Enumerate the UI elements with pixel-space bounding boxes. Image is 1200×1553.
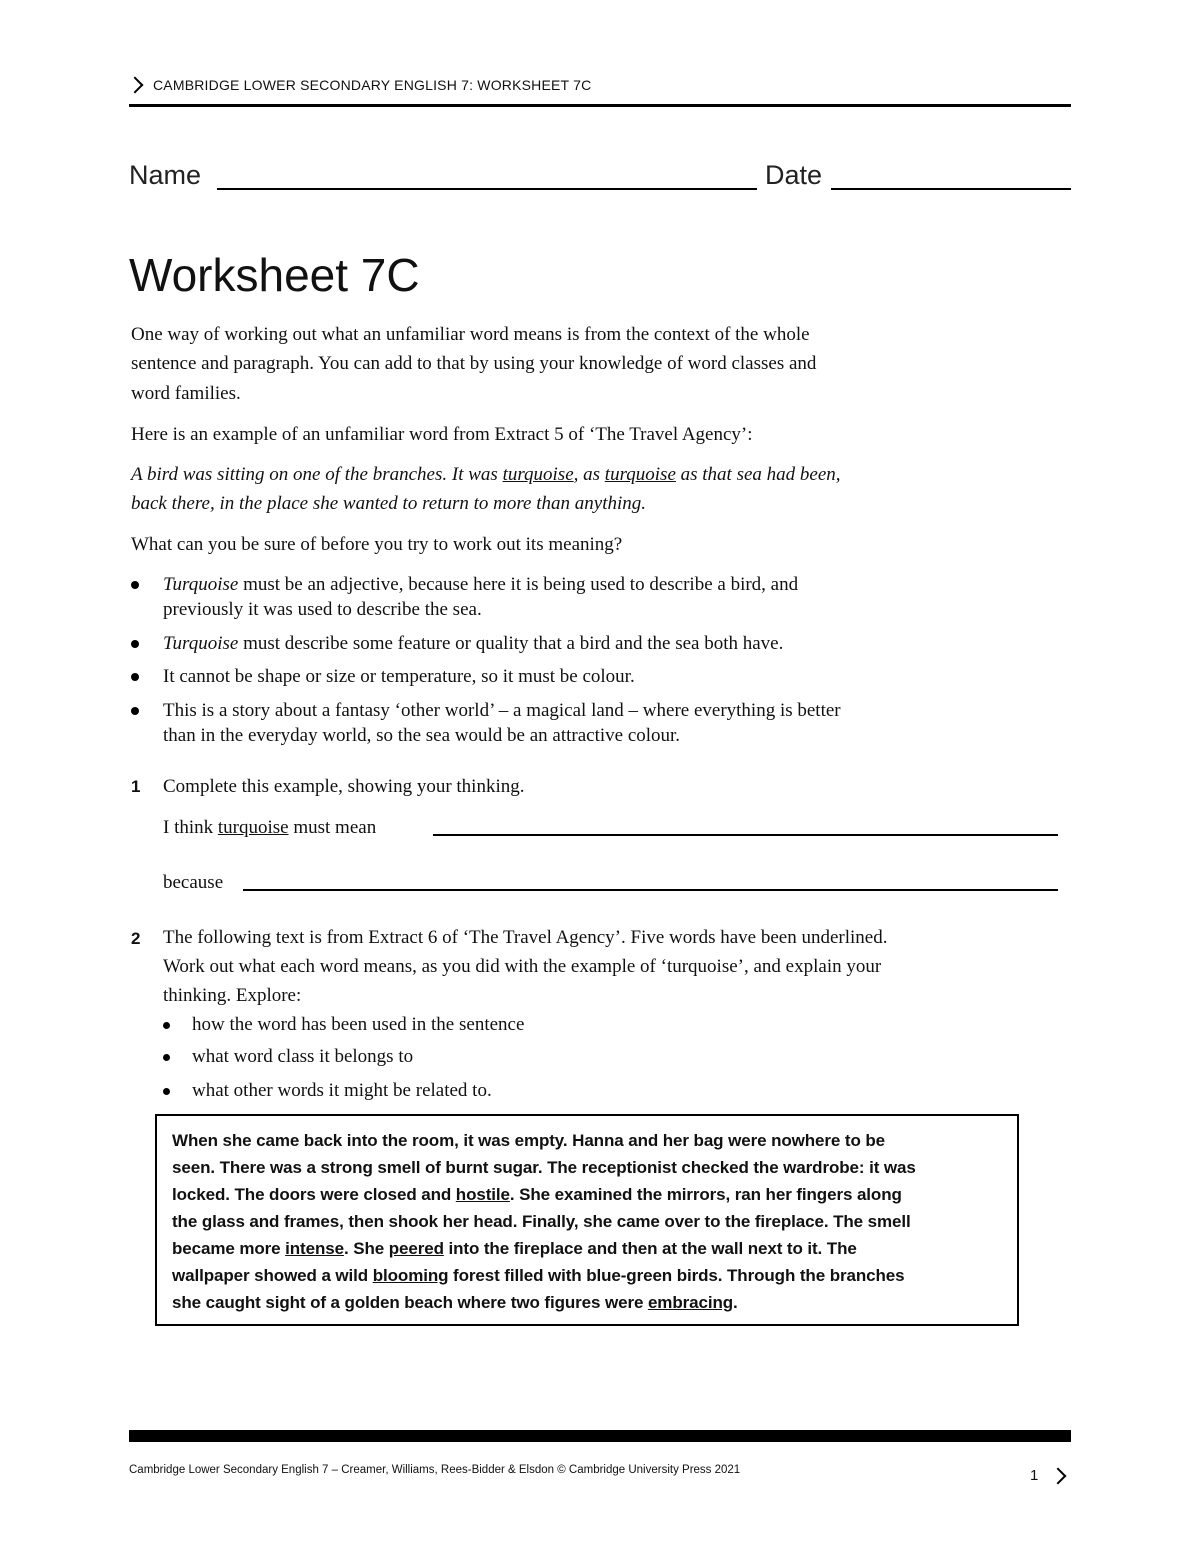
passage-line-4: the glass and frames, then shook her head. Finally, she came over to the fireplace. The smell [172,1212,911,1231]
passage-line-1: When she came back into the room, it was empty. Hanna and her bag were nowhere to be [172,1131,885,1150]
example-text-a: A bird was sitting on one of the branches. It was [131,464,503,485]
intro-line-3: word families. [131,383,241,404]
passage-line-2: seen. There was a strong smell of burnt sugar. The receptionist checked the wardrobe: it was [172,1158,916,1177]
bullet-icon [163,1022,170,1029]
bullet-1-word: Turquoise [163,574,239,595]
name-field[interactable] [217,188,757,190]
word-blooming: blooming [372,1266,449,1285]
passage-text: . [733,1293,738,1312]
example-word-turquoise: turquoise [502,464,574,485]
word-hostile: hostile [455,1185,510,1204]
passage-text: . She examined the mirrors, ran her fingers along [509,1185,902,1204]
page-title: Worksheet 7C [129,249,420,301]
think-post: must mean [288,817,377,838]
example-text-c: as that sea had been, [675,464,841,485]
passage-line-5 [172,1239,857,1259]
chevron-right-icon [127,77,144,94]
passage-text: wallpaper showed a wild [172,1266,373,1285]
word-peered: peered [388,1239,444,1258]
page-header [129,72,1071,107]
question-2-line-2: Work out what each word means, as you did with the example of ‘turquoise’, and explain your [163,956,882,977]
example-line-2: back there, in the place she wanted to return to more than anything. [131,493,647,514]
bullet-1-line-2: previously it was used to describe the sea. [163,599,482,620]
date-label: Date [765,160,823,190]
passage-box [155,1114,1019,1326]
think-prompt [163,815,376,841]
page-number: 1 [1030,1467,1039,1484]
passage-line-7 [172,1293,738,1313]
name-label: Name [129,160,202,190]
question-2-line-1: The following text is from Extract 6 of ‘The Travel Agency’. Five words have been underlined. [163,927,888,948]
think-pre: I think [163,817,218,838]
bullet-icon [131,673,139,681]
passage-text: forest filled with blue-green birds. Through the branches [448,1266,905,1285]
bullet-2-text: must describe some feature or quality that a bird and the sea both have. [238,633,784,654]
bullet-icon [163,1088,170,1095]
bullet-icon [163,1054,170,1061]
bullet-1-text: must be an adjective, because here it is being used to describe a bird, and [238,574,799,595]
passage-text: into the fireplace and then at the wall next to it. The [443,1239,857,1258]
question-intro: What can you be sure of before you try to work out its meaning? [131,534,623,555]
passage-text: became more [172,1239,286,1258]
bullet-icon [131,581,139,589]
question-2-number: 2 [131,929,141,948]
bullet-icon [131,707,139,715]
intro-line-2: sentence and paragraph. You can add to that by using your knowledge of word classes and [131,353,817,374]
footer-bar [129,1430,1071,1442]
explore-item-1: how the word has been used in the sentence [192,1014,525,1035]
chevron-right-icon[interactable] [1050,1468,1067,1485]
passage-text: she caught sight of a golden beach where two figures were [172,1293,648,1312]
meaning-answer-field[interactable] [433,834,1058,836]
bullet-4-line-2: than in the everyday world, so the sea would be an attractive colour. [163,725,681,746]
example-intro: Here is an example of an unfamiliar word from Extract 5 of ‘The Travel Agency’: [131,424,753,445]
name-date-row [129,160,1071,196]
footer-credit: Cambridge Lower Secondary English 7 – Creamer, Williams, Rees-Bidder & Elsdon © Cambridge University Press 2021 [129,1464,741,1476]
word-intense: intense [285,1239,344,1258]
example-line-1 [131,460,841,490]
bullet-2 [163,631,783,657]
bullet-3: It cannot be shape or size or temperature, so it must be colour. [163,666,635,687]
because-label: because [163,872,224,893]
bullet-1-line-1 [163,572,798,598]
think-word: turquoise [217,817,289,838]
passage-line-3 [172,1185,902,1205]
intro-line-1: One way of working out what an unfamiliar word means is from the context of the whole [131,324,810,345]
passage-text: locked. The doors were closed and [172,1185,456,1204]
explore-item-3: what other words it might be related to. [192,1080,492,1101]
example-text-b: , as [573,464,605,485]
because-answer-field[interactable] [243,889,1058,891]
bullet-icon [131,640,139,648]
explore-item-2: what word class it belongs to [192,1046,414,1067]
passage-text: . She [343,1239,389,1258]
question-2-line-3: thinking. Explore: [163,985,302,1006]
question-1-number: 1 [131,777,141,796]
bullet-4-line-1: This is a story about a fantasy ‘other world’ – a magical land – where everything is better [163,700,841,721]
example-word-turquoise-2: turquoise [604,464,676,485]
word-embracing: embracing [647,1293,734,1312]
question-1-text: Complete this example, showing your thinking. [163,776,525,797]
date-field[interactable] [831,188,1071,190]
passage-line-6 [172,1266,904,1286]
bullet-2-word: Turquoise [163,633,239,654]
header-title: CAMBRIDGE LOWER SECONDARY ENGLISH 7: WORKSHEET 7C [153,77,592,93]
